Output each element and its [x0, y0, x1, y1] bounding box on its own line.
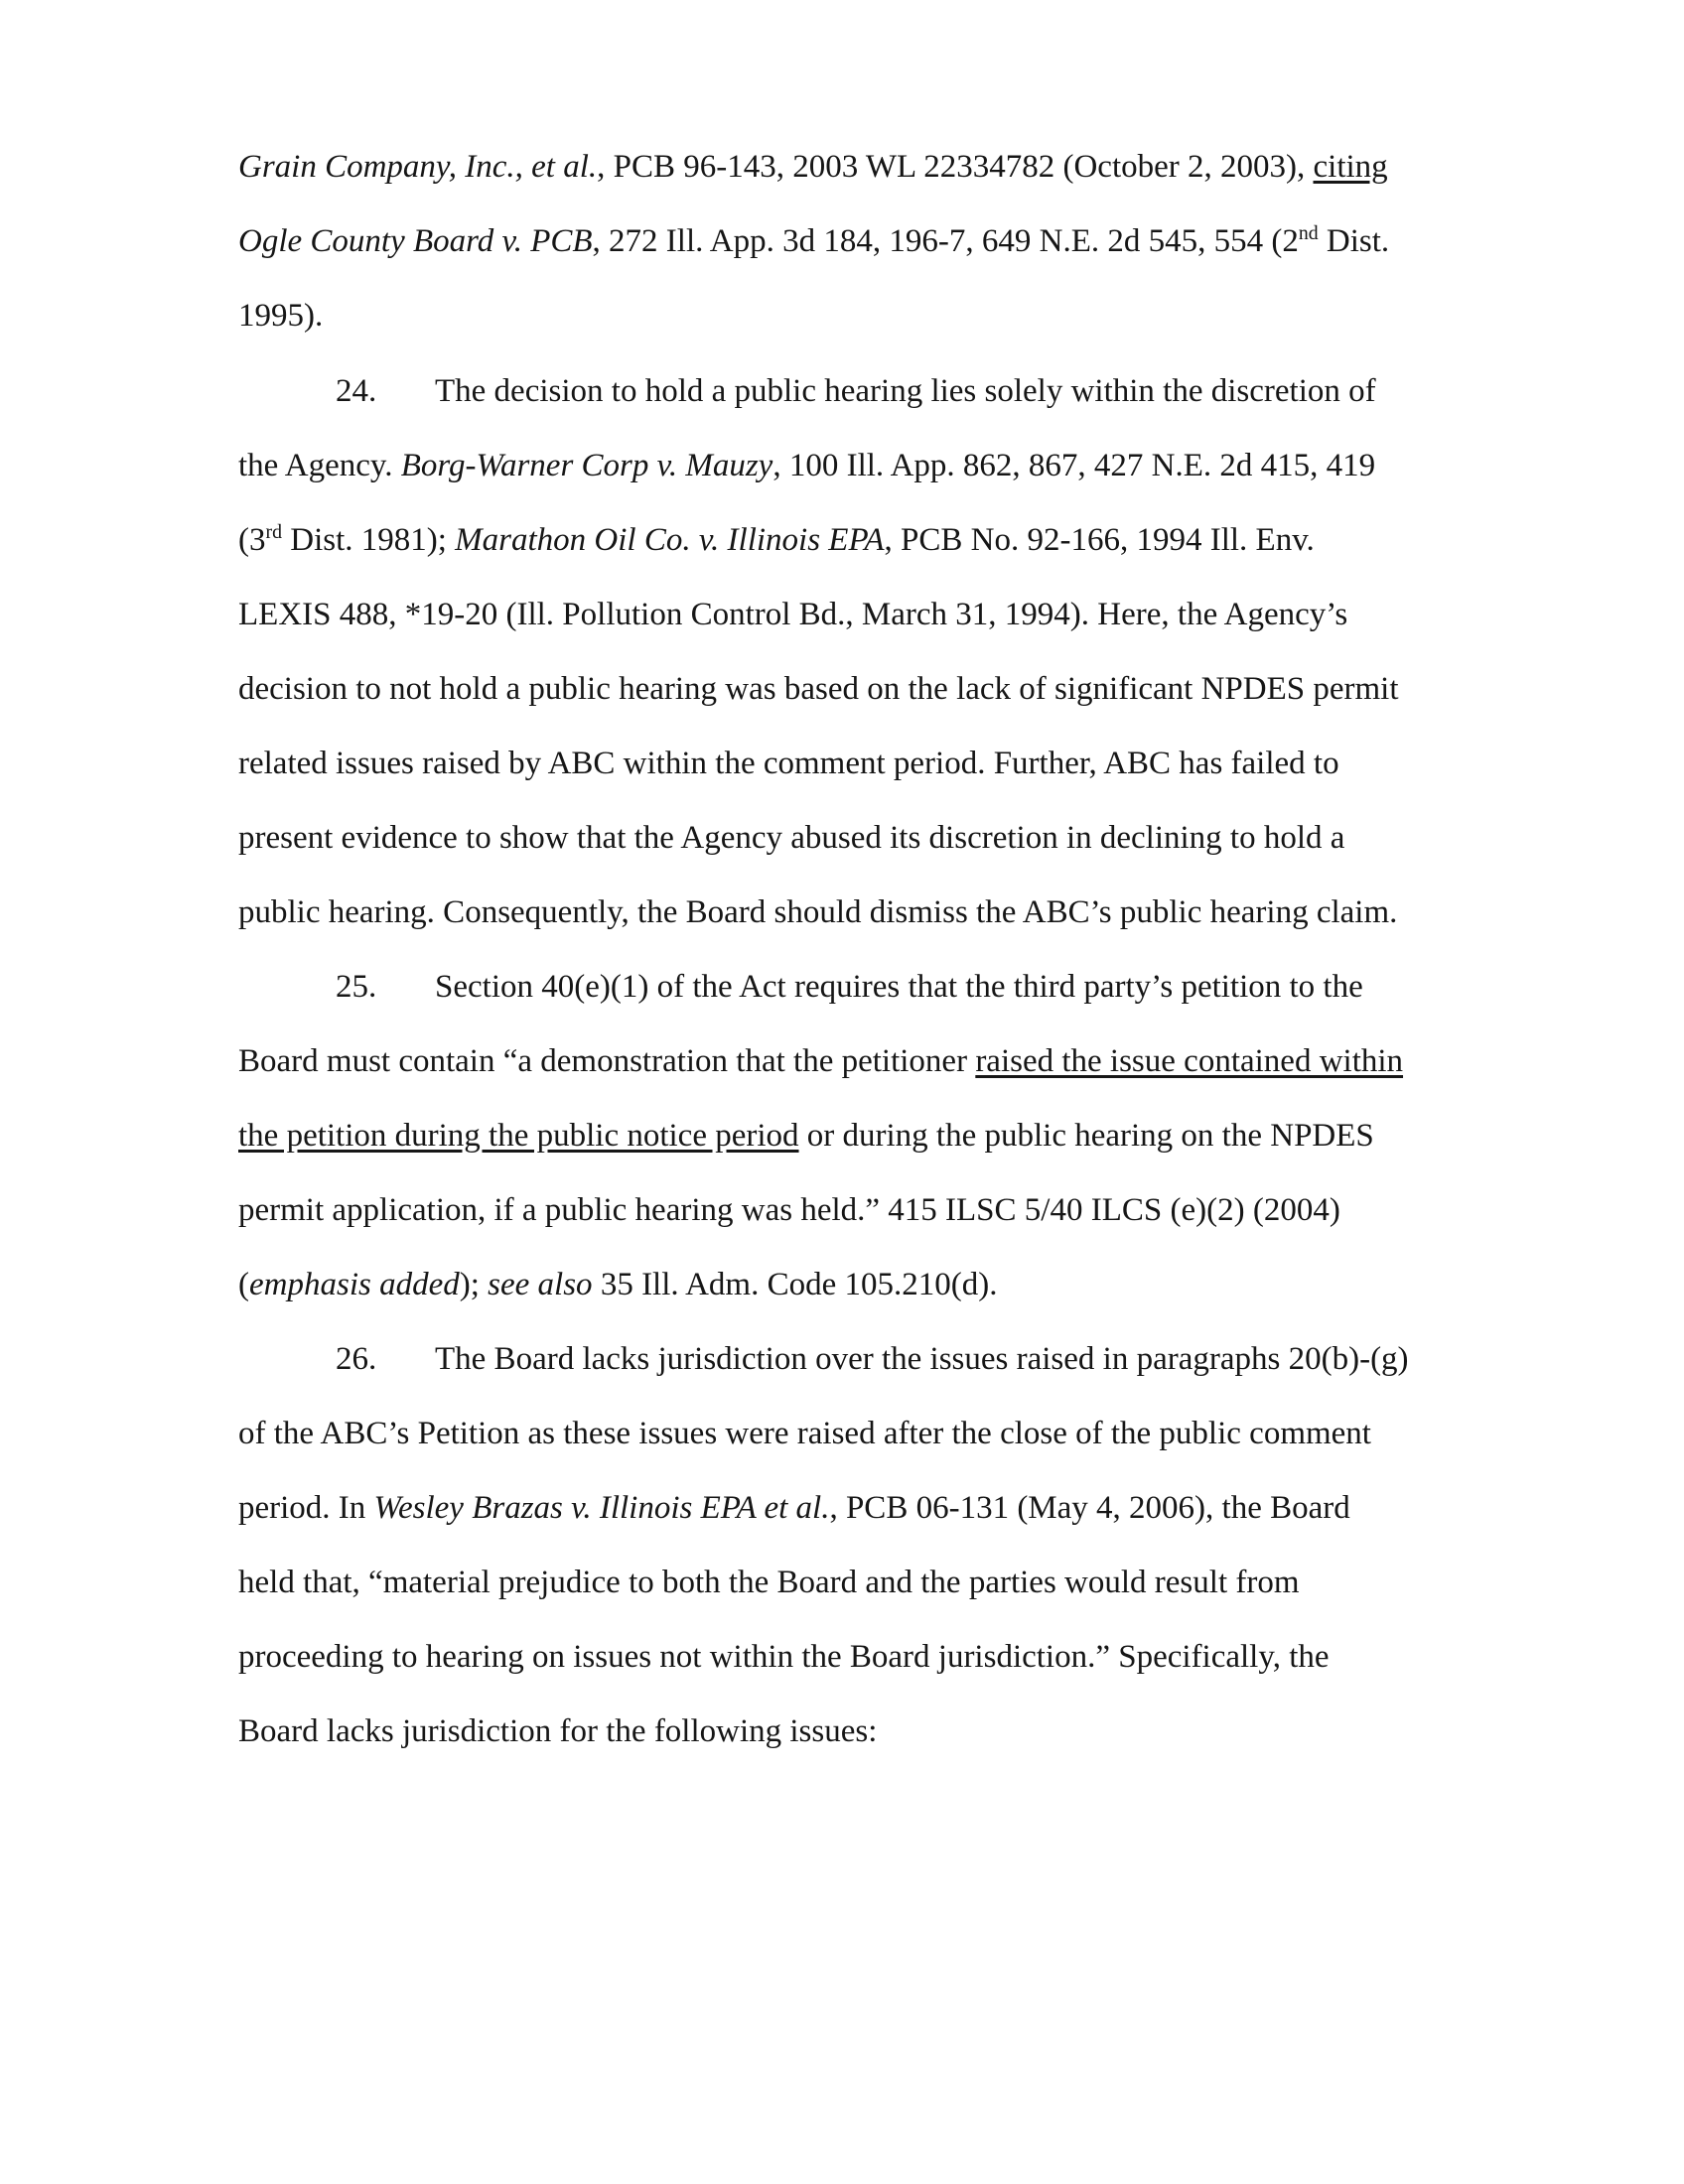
p24-line-8: public hearing. Consequently, the Board should dismiss the ABC’s public hearing claim.	[238, 894, 1398, 930]
p24-line-1: 24. The decision to hold a public hearing lies solely within the discretion of	[336, 373, 1376, 409]
paragraph-number: 25.	[336, 969, 377, 1005]
p24-line-3: (3rd Dist. 1981); Marathon Oil Co. v. Illinois EPA, PCB No. 92-166, 1994 Ill. Env.	[238, 521, 1315, 558]
p24-line-7: present evidence to show that the Agency abused its discretion in declining to hold a	[238, 820, 1345, 856]
citing-signal: citing	[1313, 149, 1388, 185]
p25-line-4: permit application, if a public hearing was held.” 415 ILSC 5/40 ILCS (e)(2) (2004)	[238, 1192, 1340, 1228]
p23-line-3: 1995).	[238, 298, 324, 334]
p24-line-6: related issues raised by ABC within the comment period. Further, ABC has failed to	[238, 746, 1339, 781]
underlined-emphasis: raised the issue contained within	[975, 1043, 1404, 1079]
case-name-marathon-oil: Marathon Oil Co. v. Illinois EPA	[455, 522, 885, 558]
case-name-ogle-county: Ogle County Board v. PCB	[238, 223, 593, 259]
p24-line-4: LEXIS 488, *19-20 (Ill. Pollution Control Bd., March 31, 1994). Here, the Agency’s	[238, 597, 1348, 632]
case-name-grain-company: Grain Company, Inc., et al.	[238, 149, 598, 185]
p25-line-3: the petition during the public notice period or during the public hearing on the NPDES	[238, 1118, 1374, 1154]
p26-line-3: period. In Wesley Brazas v. Illinois EPA et al., PCB 06-131 (May 4, 2006), the Board	[238, 1490, 1350, 1526]
p24-line-2: the Agency. Borg-Warner Corp v. Mauzy, 100 Ill. App. 862, 867, 427 N.E. 2d 415, 419	[238, 448, 1376, 483]
p26-line-4: held that, “material prejudice to both the Board and the parties would result from	[238, 1565, 1300, 1600]
p26-line-1: 26. The Board lacks jurisdiction over the issues raised in paragraphs 20(b)-(g)	[336, 1341, 1409, 1377]
p25-line-1: 25. Section 40(e)(1) of the Act requires that the third party’s petition to the	[336, 969, 1363, 1005]
underlined-emphasis: the petition during the public notice period	[238, 1118, 799, 1154]
p26-line-6: Board lacks jurisdiction for the following issues:	[238, 1713, 878, 1749]
p26-line-2: of the ABC’s Petition as these issues were raised after the close of the public comment	[238, 1416, 1371, 1451]
case-name-borg-warner: Borg-Warner Corp v. Mauzy	[400, 448, 773, 483]
p25-line-5: (emphasis added); see also 35 Ill. Adm. Code 105.210(d).	[238, 1267, 998, 1302]
paragraph-number: 24.	[336, 373, 377, 409]
case-name-wesley-brazas: Wesley Brazas v. Illinois EPA et al.	[373, 1490, 830, 1526]
p23-line-1: Grain Company, Inc., et al., PCB 96-143, 2003 WL 22334782 (October 2, 2003), citing	[238, 149, 1388, 185]
p23-line-2: Ogle County Board v. PCB, 272 Ill. App. 3d 184, 196-7, 649 N.E. 2d 545, 554 (2nd Dist.	[238, 222, 1390, 259]
paragraph-number: 26.	[336, 1341, 377, 1377]
p25-line-2: Board must contain “a demonstration that the petitioner raised the issue contained within	[238, 1043, 1404, 1079]
p24-line-5: decision to not hold a public hearing was based on the lack of significant NPDES permit	[238, 671, 1399, 707]
p26-line-5: proceeding to hearing on issues not within the Board jurisdiction.” Specifically, the	[238, 1639, 1330, 1675]
